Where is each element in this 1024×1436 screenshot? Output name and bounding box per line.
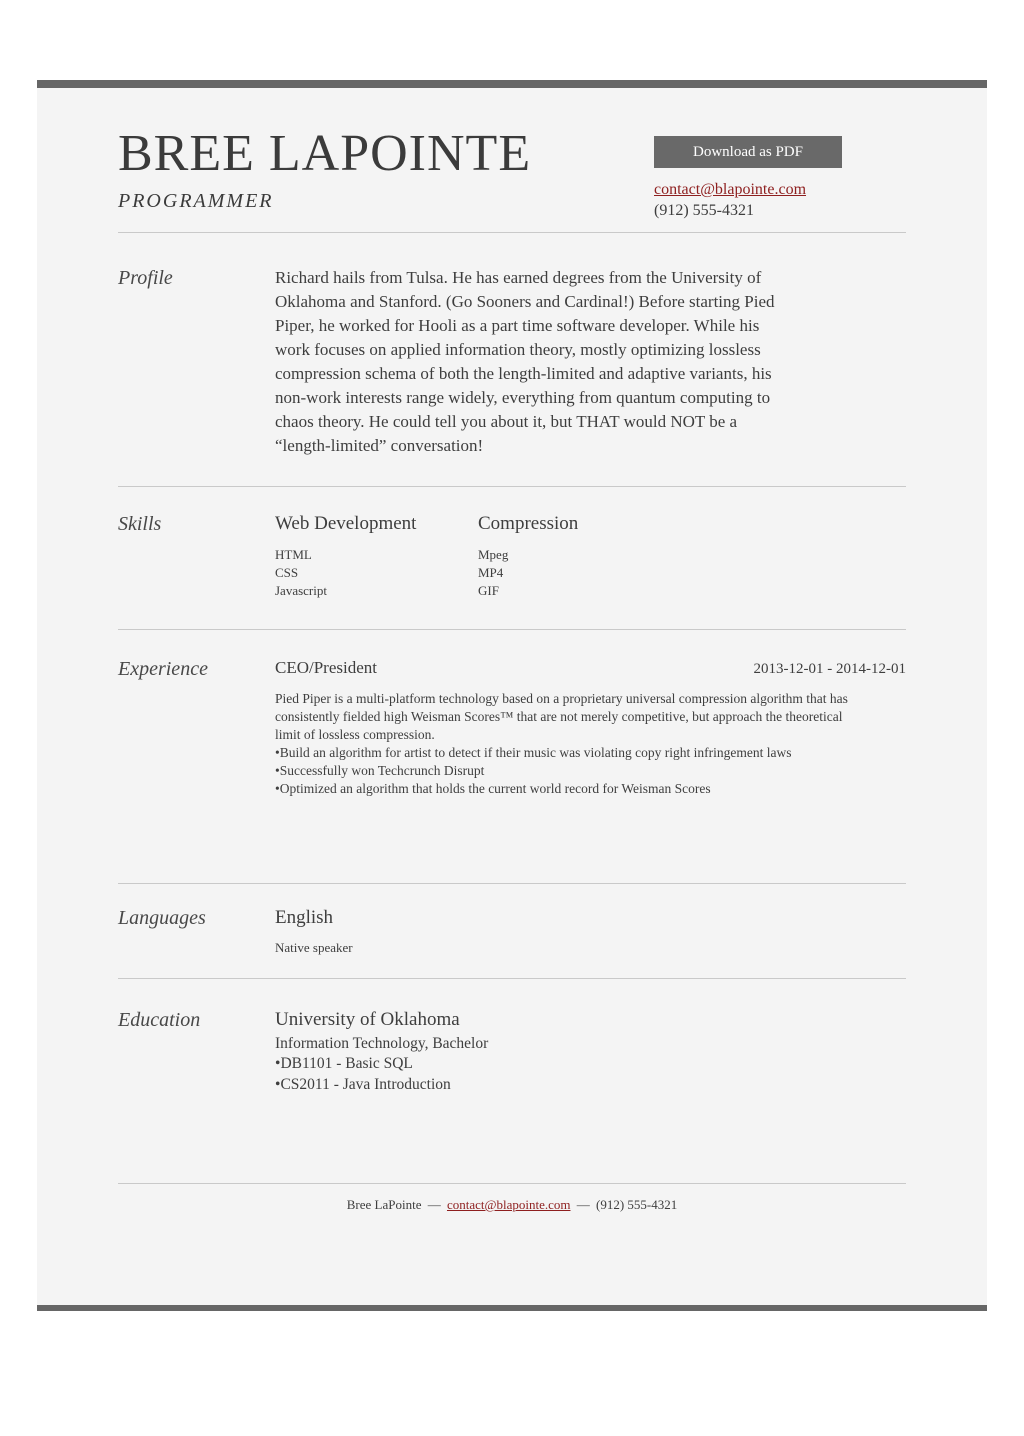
degree-name: Information Technology, Bachelor (275, 1035, 489, 1052)
job-title: CEO/President (275, 658, 377, 677)
footer (118, 1184, 906, 1305)
job-description: Pied Piper is a multi-platform technology based on a proprietary universal compression algorithm that has consistently fielded high Weisman Scores™ that are not merely competitive, but approach the theoretical limit of lossless compression. (275, 691, 848, 742)
skill-group-name: Compression (478, 513, 579, 534)
experience-item-header (275, 657, 906, 678)
footer-email-link[interactable]: contact@blapointe.com (446, 1197, 571, 1212)
section-experience (118, 630, 906, 884)
skill-groups (275, 512, 906, 600)
language-level: Native speaker (275, 940, 353, 955)
top-accent-bar (37, 80, 987, 88)
education-label: Education (118, 1009, 201, 1031)
profile-label: Profile (118, 267, 173, 289)
job-bullet: • Build an algorithm for artist to detect if their music was violating copy right infringement laws (275, 744, 867, 762)
email-link[interactable]: contact@blapointe.com (654, 181, 807, 198)
course-item: • DB1101 - Basic SQL (275, 1053, 906, 1074)
skills-content (275, 512, 906, 600)
resume-page (37, 80, 987, 1311)
job-bullet: • Optimized an algorithm that holds the current world record for Weisman Scores (275, 780, 867, 798)
skill-item: MP4 (478, 565, 504, 580)
profile-text: Richard hails from Tulsa. He has earned degrees from the University of Oklahoma and Stanford. (Go Sooners and Cardinal!) Before starting Pied Piper, he worked for Hooli as a part time software developer. While his work focuses on applied information theory, mostly optimizing lossless compression schema of both the length-limited and adaptive variants, his non-work interests range widely, everything from quantum computing to chaos theory. He could tell you about it, but THAT would NOT be a “length-limited” conversation! (275, 268, 775, 455)
footer-name: Bree LaPointe (346, 1197, 422, 1212)
footer-separator: — (427, 1197, 441, 1212)
skill-item: Mpeg (478, 547, 509, 562)
skill-item: Javascript (275, 583, 327, 598)
languages-content (275, 906, 906, 956)
experience-label: Experience (118, 658, 208, 680)
footer-separator: — (576, 1197, 590, 1212)
skill-group-name: Web Development (275, 513, 417, 534)
skill-group-compression (478, 512, 681, 600)
skill-item: HTML (275, 547, 312, 562)
job-dates: 2013-12-01 - 2014-12-01 (753, 661, 906, 677)
download-pdf-button[interactable]: Download as PDF (654, 136, 842, 168)
footer-phone: (912) 555-4321 (596, 1197, 678, 1212)
skills-label: Skills (118, 513, 162, 535)
header (118, 88, 906, 233)
bottom-accent-bar (37, 1305, 987, 1311)
course-item: • CS2011 - Java Introduction (275, 1074, 906, 1095)
experience-content (275, 657, 906, 798)
profile-content (275, 266, 906, 458)
section-education (118, 979, 906, 1184)
skill-item: GIF (478, 583, 499, 598)
education-item (275, 1008, 906, 1095)
skill-group-web-development (275, 512, 478, 600)
section-profile (118, 233, 906, 487)
section-languages (118, 884, 906, 979)
section-skills (118, 487, 906, 630)
header-contact-block (654, 136, 842, 220)
skill-item: CSS (275, 565, 299, 580)
person-role: PROGRAMMER (118, 190, 274, 212)
page-body (37, 88, 987, 1305)
language-name: English (275, 907, 334, 928)
phone-number: (912) 555-4321 (654, 202, 754, 219)
languages-label: Languages (118, 907, 206, 929)
person-name: BREE LAPOINTE (118, 125, 532, 182)
job-description-block (275, 690, 867, 798)
language-item (275, 906, 906, 956)
experience-item (275, 657, 906, 798)
job-bullet: • Successfully won Techcrunch Disrupt (275, 762, 867, 780)
education-content (275, 1008, 906, 1095)
school-name: University of Oklahoma (275, 1009, 460, 1030)
